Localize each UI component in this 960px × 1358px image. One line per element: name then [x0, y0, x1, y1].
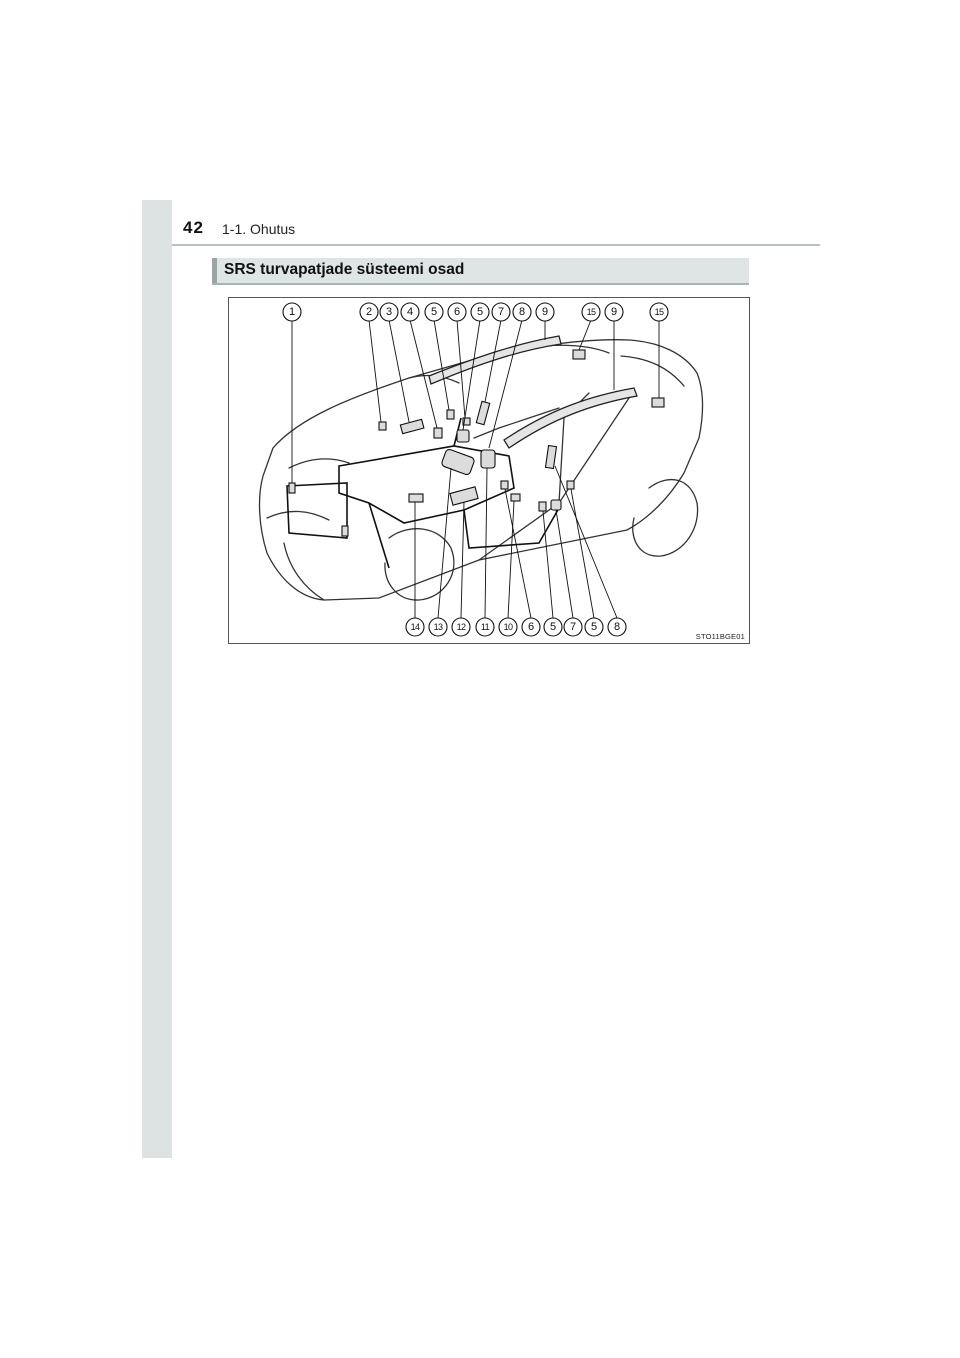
- side-tab-bar: [142, 200, 172, 1158]
- svg-text:15: 15: [654, 307, 664, 317]
- heading-accent-bar: [212, 258, 217, 283]
- callout-bottom-7: [544, 618, 562, 636]
- callout-bottom-5: [499, 618, 517, 636]
- svg-text:5: 5: [430, 306, 438, 318]
- callout-bottom-4: [476, 618, 494, 636]
- callout-bottom-3: [452, 618, 470, 636]
- svg-text:1: 1: [288, 306, 296, 318]
- svg-text:11: 11: [480, 622, 490, 632]
- callout-top-10: [536, 303, 554, 321]
- callout-top-7: [471, 303, 489, 321]
- callout-bottom-10: [608, 618, 626, 636]
- callout-bottom-1: [406, 618, 424, 636]
- callout-top-5: [425, 303, 443, 321]
- chapter-label: 1-1. Ohutus: [222, 221, 296, 237]
- callout-top-6: [448, 303, 466, 321]
- svg-text:9: 9: [610, 306, 618, 318]
- callout-top-4: [401, 303, 419, 321]
- svg-text:3: 3: [385, 306, 393, 318]
- callout-top-1: [283, 303, 301, 321]
- callout-bottom-6: [522, 618, 540, 636]
- callout-top-9: [513, 303, 531, 321]
- svg-text:12: 12: [456, 622, 466, 632]
- callout-top-3: [380, 303, 398, 321]
- callout-bottom-2: [429, 618, 447, 636]
- callout-top-2: [360, 303, 378, 321]
- car-illustration: [229, 298, 749, 643]
- svg-text:9: 9: [541, 306, 549, 318]
- srs-components: [289, 350, 664, 536]
- svg-text:5: 5: [476, 306, 484, 318]
- callout-top-11: [582, 303, 600, 321]
- callout-bottom-8: [564, 618, 582, 636]
- svg-text:7: 7: [497, 306, 505, 318]
- car-body-outline: [260, 340, 703, 600]
- page-number: 42: [183, 218, 204, 237]
- callout-top-8: [492, 303, 510, 321]
- svg-text:14: 14: [410, 622, 420, 632]
- svg-text:6: 6: [527, 621, 535, 633]
- callout-bottom-9: [585, 618, 603, 636]
- svg-text:6: 6: [453, 306, 461, 318]
- section-heading: [212, 258, 749, 285]
- srs-components-figure: [228, 297, 750, 644]
- svg-text:5: 5: [590, 621, 598, 633]
- svg-text:15: 15: [586, 307, 596, 317]
- callout-top-12: [605, 303, 623, 321]
- svg-text:10: 10: [503, 622, 513, 632]
- svg-text:4: 4: [406, 306, 414, 318]
- figure-code: STO11BGE01: [695, 632, 745, 641]
- svg-text:8: 8: [613, 621, 621, 633]
- svg-text:7: 7: [569, 621, 577, 633]
- svg-text:5: 5: [549, 621, 557, 633]
- svg-text:8: 8: [518, 306, 526, 318]
- section-title: SRS turvapatjade süsteemi osad: [224, 261, 465, 278]
- callout-top-13: [650, 303, 668, 321]
- header-divider: [172, 244, 820, 246]
- svg-text:13: 13: [433, 622, 443, 632]
- svg-text:2: 2: [365, 306, 373, 318]
